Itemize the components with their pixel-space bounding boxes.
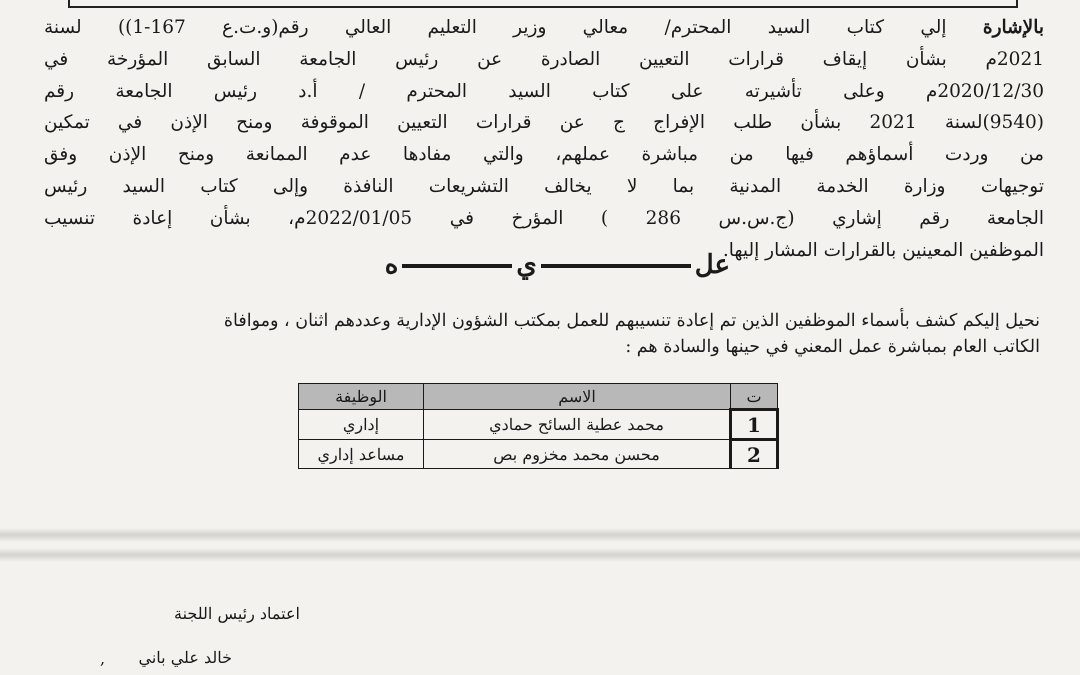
- letter-line-1: [44, 12, 1044, 44]
- scan-smudge-1: [0, 528, 1080, 542]
- letter-line-3: 2020/12/30م وعلى تأشيرته على كتاب السيد المحترم / أ.د رئيس الجامعة رقم: [44, 80, 1044, 102]
- letter-line-5: من وردت أسماؤهم فيها من مباشرة عملهم، والتي مفادها عدم الممانعة ومنح الإذن وفق: [44, 144, 1044, 166]
- row-job: مساعد إداري: [299, 440, 424, 469]
- top-frame-border: [68, 0, 1018, 8]
- referral-line-2: الكاتب العام بمباشرة عمل المعني في حينها والسادة هم :: [625, 337, 1040, 357]
- letter-line-7: الجامعة رقم إشاري (ج.س.س 286 ) المؤرخ في 2022/01/05م، بشأن إعادة تنسيب: [44, 207, 1044, 229]
- heading-end: ه: [384, 250, 399, 280]
- signature-title: اعتماد رئيس اللجنة: [174, 604, 300, 623]
- section-heading: [350, 250, 730, 280]
- row-job: إداري: [299, 410, 424, 440]
- letter-line-8: الموظفين المعينين بالقرارات المشار إليها.: [722, 239, 1044, 261]
- heading-mid: ي: [516, 250, 537, 280]
- row-index: 1: [731, 410, 778, 440]
- scan-smudge-2: [0, 548, 1080, 562]
- staff-table: [298, 383, 779, 469]
- letter-line-6: توجيهات وزارة الخدمة المدنية بما لا يخالف التشريعات النافذة وإلى كتاب السيد رئيس: [44, 175, 1044, 197]
- table-row: [299, 410, 778, 440]
- heading-kashida-2: [402, 264, 512, 268]
- letter-line-1-text: إلي كتاب السيد المحترم/ معالي وزير التعليم العالي رقم(و.ت.ع 167-1)) لسنة: [44, 17, 983, 38]
- letter-lead-word: بالإشارة: [982, 17, 1044, 38]
- signature-comma: ,: [100, 649, 106, 668]
- header-name: الاسم: [424, 384, 731, 410]
- referral-line-1: نحيل إليكم كشف بأسماء الموظفين الذين تم إعادة تنسيبهم للعمل بمكتب الشؤون الإدارية وعددهم اثنان ، وموافاة: [223, 311, 1040, 331]
- row-name: محسن محمد مخزوم بص: [424, 440, 731, 469]
- referral-paragraph: [40, 308, 1040, 360]
- letter-line-2: 2021م بشأن إيقاف قرارات التعيين الصادرة عن رئيس الجامعة السابق المؤرخة في: [44, 48, 1044, 70]
- heading-kashida-1: [541, 264, 691, 268]
- header-index: ت: [731, 384, 778, 410]
- table-row: [299, 440, 778, 469]
- row-index: 2: [731, 440, 778, 469]
- letter-body: [44, 12, 1044, 266]
- row-name: محمد عطية السائح حمادي: [424, 410, 731, 440]
- table-header-row: [299, 384, 778, 410]
- signature-name: خالد علي باني: [138, 648, 232, 667]
- letter-line-4: (9540)لسنة 2021 بشأن طلب الإفراج ج عن قرارات التعيين الموقوفة ومنح الإذن في تمكين: [44, 112, 1044, 134]
- heading-start: عل: [694, 250, 730, 280]
- header-job: الوظيفة: [299, 384, 424, 410]
